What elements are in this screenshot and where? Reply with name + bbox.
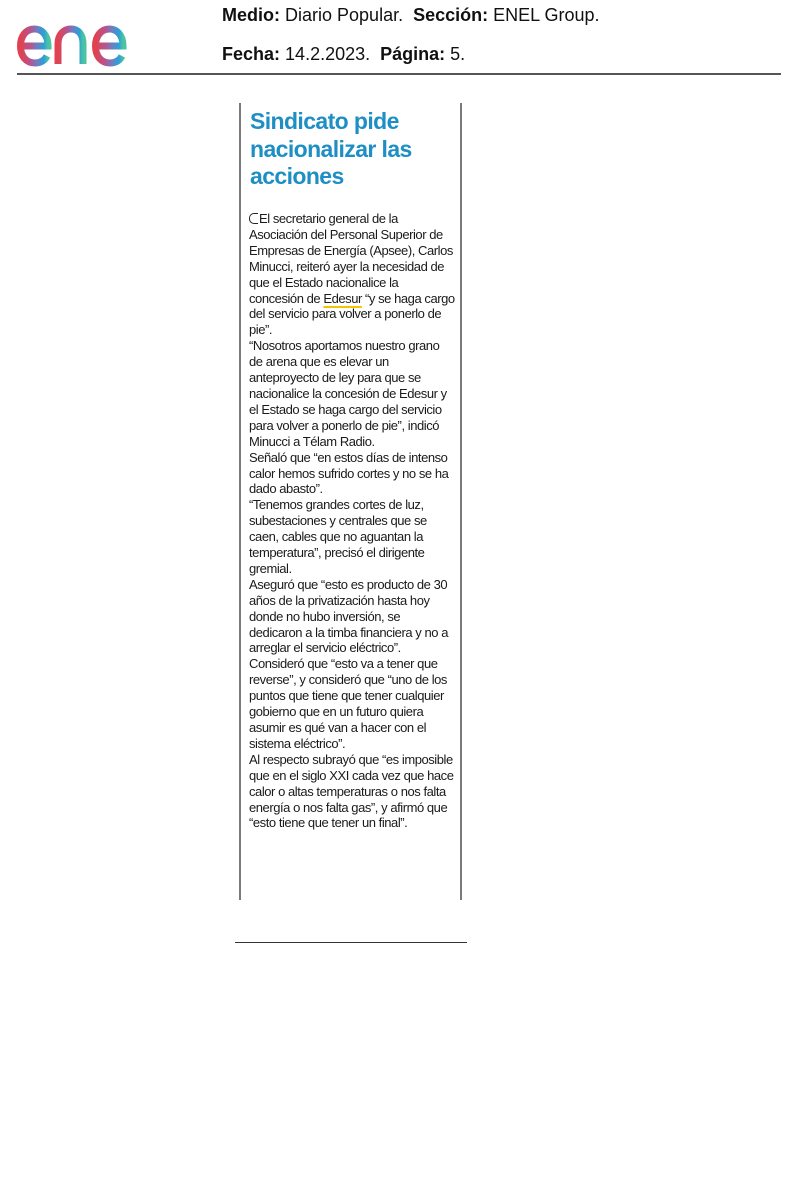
meta-row-fecha	[222, 43, 600, 65]
dropcap-mark	[249, 213, 258, 224]
clipping-border-left	[239, 103, 241, 900]
seccion-value: ENEL Group.	[493, 5, 600, 25]
header-divider	[17, 73, 781, 75]
article-paragraph: Aseguró que “esto es producto de 30 años de la privatización hasta hoy donde no hubo inversión, se dedicaron a la timba financiera y no a arreglar el servicio eléctrico”.	[249, 576, 448, 656]
clipping-border-right	[460, 103, 462, 900]
medio-label: Medio:	[222, 5, 280, 25]
article-paragraph: “Nosotros aportamos nuestro grano de arena que es elevar un anteproyecto de ley para que se nacionalice la concesión de Edesur y el Estado se haga cargo del servicio para volver a ponerlo de pie”, indicó Minucci a Télam Radio.	[249, 338, 447, 449]
enel-logo	[16, 14, 172, 70]
medio-value: Diario Popular.	[285, 5, 404, 25]
paragraph-text: El secretario general de la Asociación del Personal Superior de Empresas de Energía (Apsee), Carlos Minucci, reiteró ayer la necesidad de que el Estado nacionalice la concesión de	[249, 211, 453, 306]
fecha-value: 14.2.2023.	[285, 44, 371, 64]
article-paragraph	[249, 211, 455, 338]
fecha-label: Fecha:	[222, 44, 281, 64]
pagina-value: 5.	[450, 44, 466, 64]
paragraph-text: “y se haga cargo del servicio para volver a ponerlo de pie”.	[249, 290, 455, 338]
article-body	[249, 211, 455, 831]
meta-row-medio	[222, 4, 600, 26]
article-headline: Sindicato pide nacionalizar las acciones	[250, 108, 412, 189]
article-paragraph: Señaló que “en estos días de intenso calor hemos sufrido cortes y no se ha dado abasto”.	[249, 449, 449, 497]
highlighted-term: Edesur	[323, 290, 362, 306]
pagina-label: Página:	[380, 44, 446, 64]
article-paragraph: Consideró que “esto va a tener que reverse”, y consideró que “uno de los puntos que tiene que tener cualquier gobierno que en un futuro quiera asumir es qué van a hacer con el sistema eléctrico”.	[249, 656, 447, 751]
article-paragraph: Al respecto subrayó que “es imposible que en el siglo XXI cada vez que hace calor o altas temperaturas o nos falta energía o nos falta gas”, y afirmó que “esto tiene que tener un final”.	[249, 751, 454, 831]
footer-divider	[235, 942, 467, 943]
seccion-label: Sección:	[413, 5, 489, 25]
header-meta	[222, 4, 600, 65]
article-paragraph: “Tenemos grandes cortes de luz, subestaciones y centrales que se caen, cables que no aguantan la temperatura”, precisó el dirigente gremial.	[249, 497, 427, 576]
